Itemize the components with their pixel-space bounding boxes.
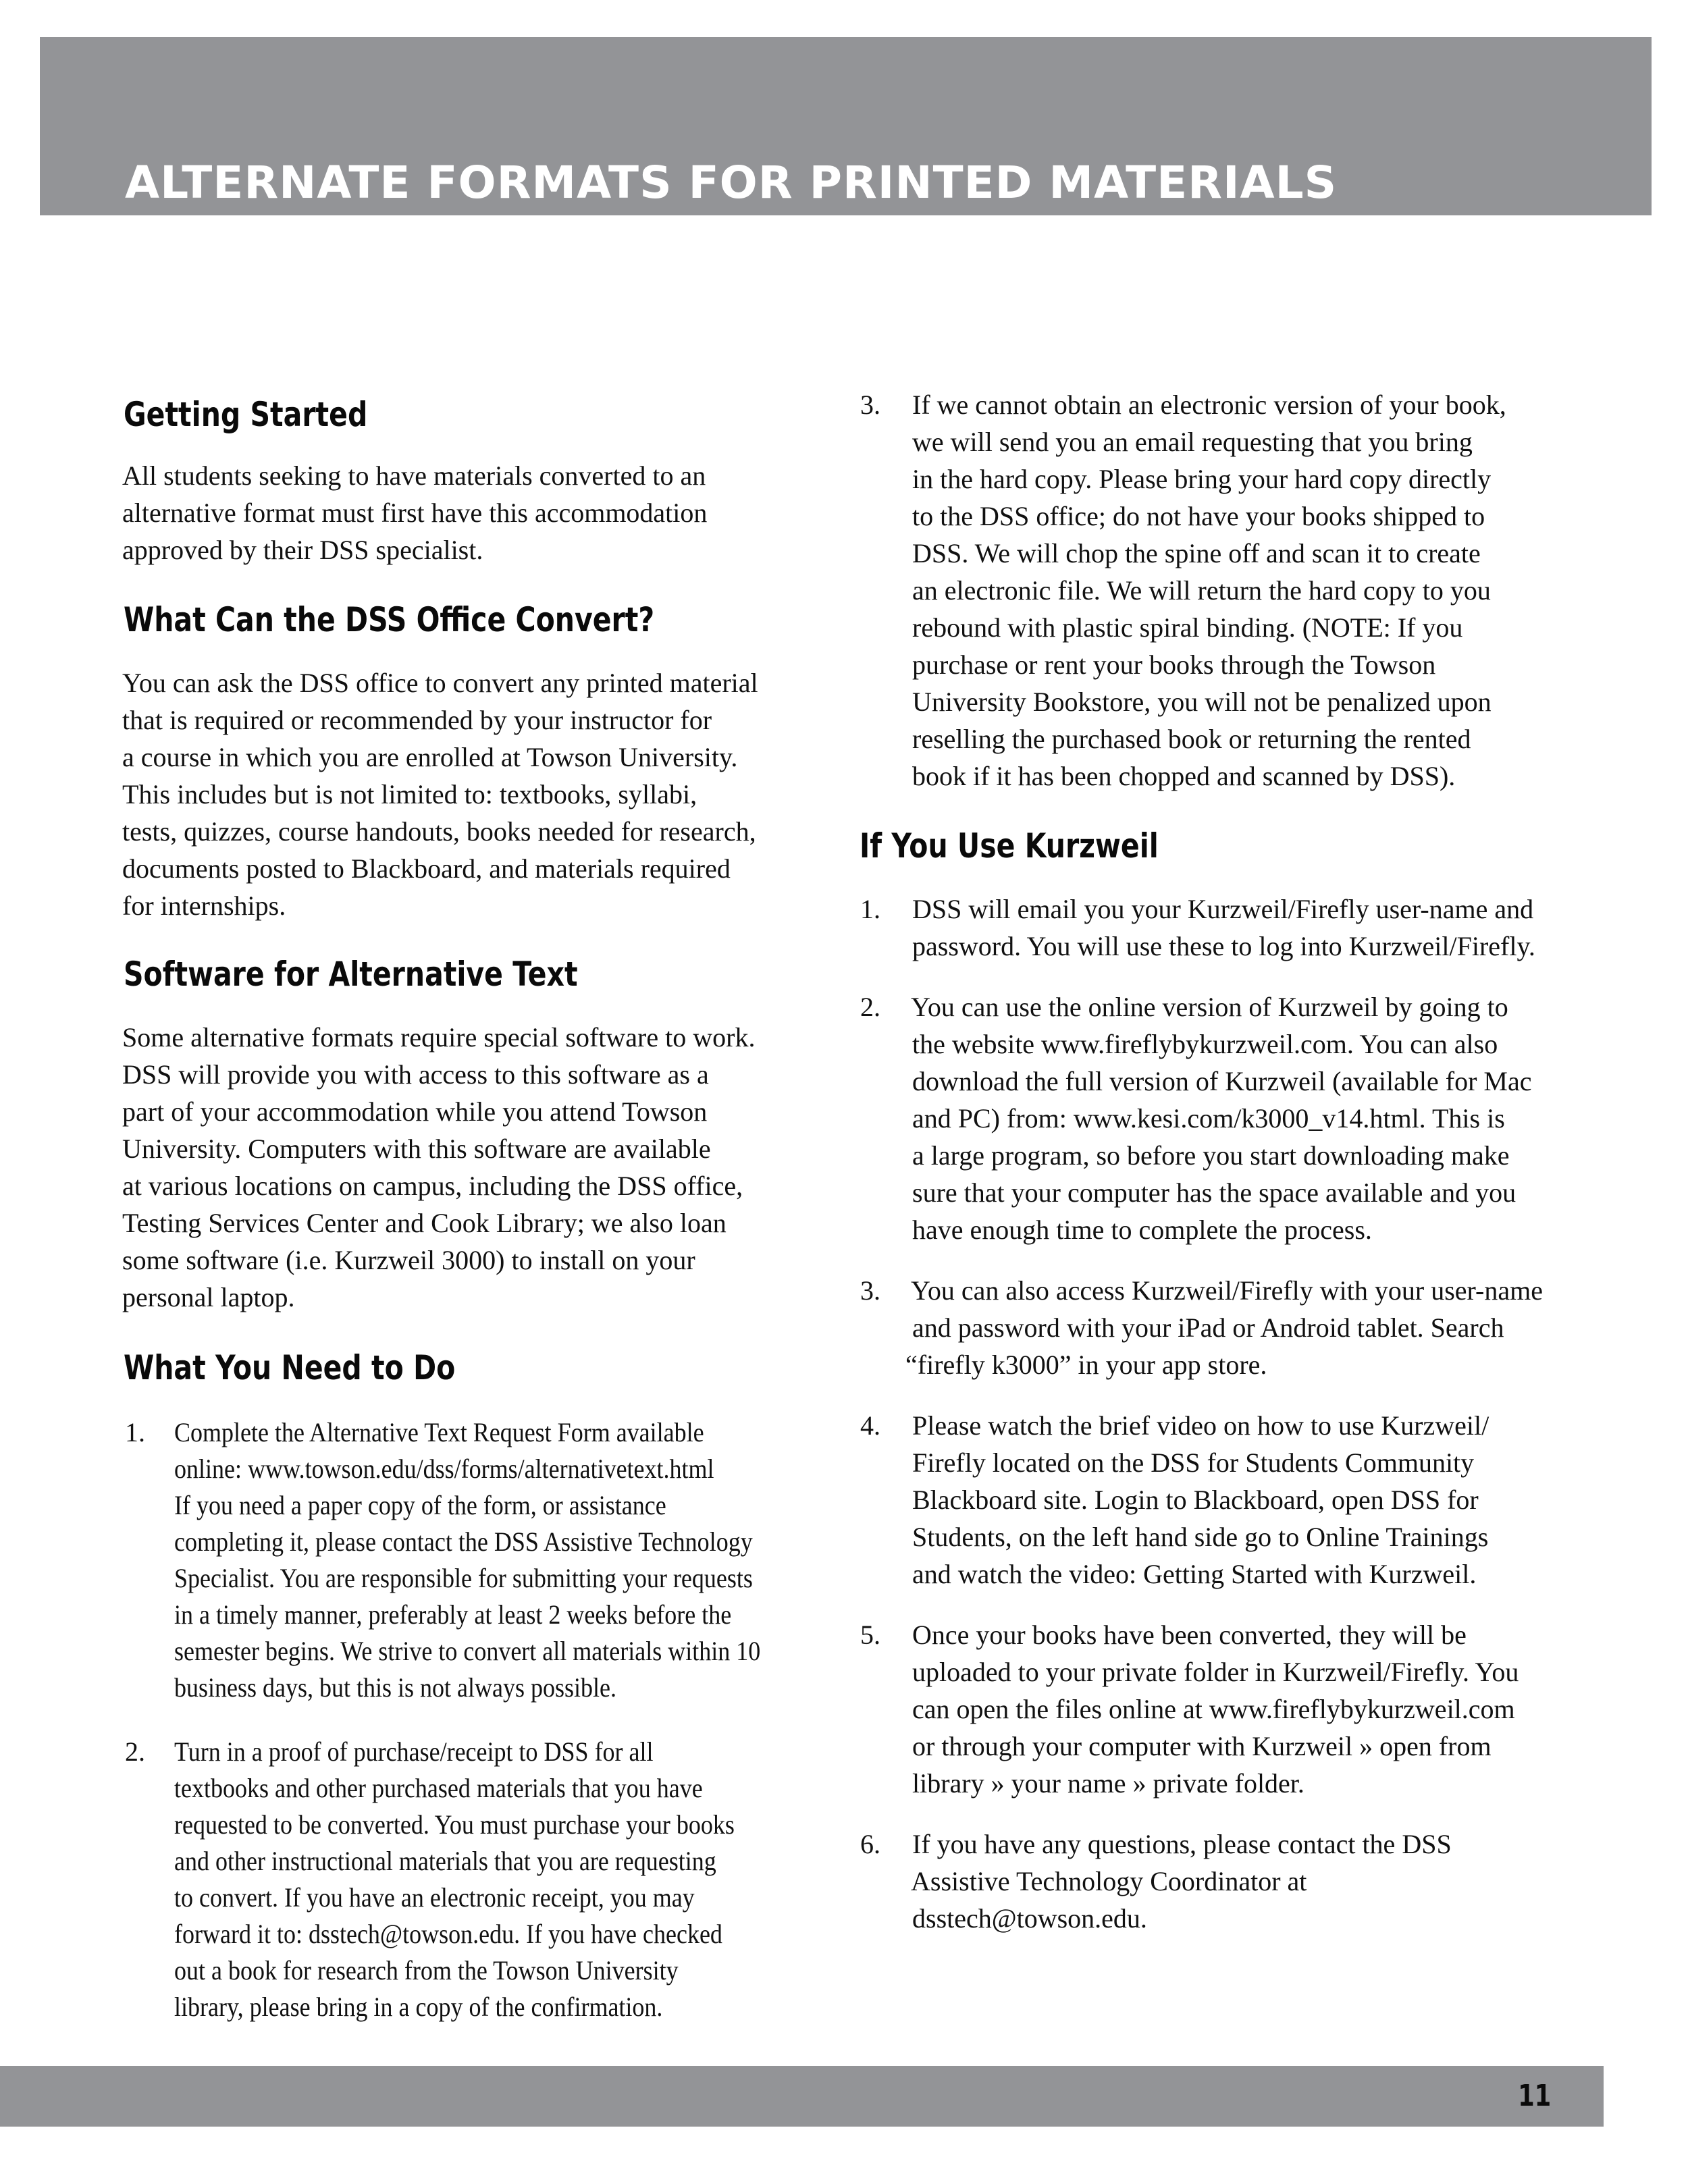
list-line: requested to be converted. You must purchase your books <box>174 1809 735 1840</box>
list-line: reselling the purchased book or returning the rented <box>912 724 1471 754</box>
heading-what-you-need: What You Need to Do <box>124 1348 456 1387</box>
list-line: If you need a paper copy of the form, or assistance <box>174 1490 666 1520</box>
body-line: part of your accommodation while you attend Towson <box>122 1096 708 1127</box>
list-line: the website www.fireflybykurzweil.com. You can also <box>912 1029 1498 1059</box>
list-line: library » your name » private folder. <box>912 1768 1304 1799</box>
list-line: University Bookstore, you will not be penalized upon <box>912 687 1492 717</box>
list-line: we will send you an email requesting that you bring <box>912 427 1473 457</box>
list-line: a large program, so before you start downloading make <box>912 1140 1510 1171</box>
body-line: for internships. <box>122 890 286 921</box>
list-line: dsstech@towson.edu. <box>912 1903 1147 1934</box>
list-line: Students, on the left hand side go to Online Trainings <box>912 1522 1489 1552</box>
list-number: 2. <box>860 992 880 1022</box>
list-number: 3. <box>860 390 880 420</box>
body-line: Some alternative formats require special software to work. <box>122 1022 756 1053</box>
body-line: You can ask the DSS office to convert any printed material <box>122 668 758 698</box>
list-line: DSS. We will chop the spine off and scan it to create <box>912 538 1481 568</box>
list-line: Once your books have been converted, they will be <box>912 1620 1467 1650</box>
list-line: forward it to: dsstech@towson.edu. If you have checked <box>174 1919 722 1949</box>
body-line: tests, quizzes, course handouts, books needed for research, <box>122 816 756 847</box>
list-line: “firefly k3000” in your app store. <box>905 1350 1267 1380</box>
list-line: Please watch the brief video on how to use Kurzweil/ <box>912 1410 1489 1441</box>
list-number: 5. <box>860 1620 880 1650</box>
list-line: Assistive Technology Coordinator at <box>911 1866 1307 1896</box>
list-number: 3. <box>860 1275 880 1306</box>
list-line: have enough time to complete the process. <box>912 1215 1372 1245</box>
list-line: password. You will use these to log into Kurzweil/Firefly. <box>912 931 1535 961</box>
list-number: 6. <box>860 1829 880 1859</box>
list-line: to the DSS office; do not have your books shipped to <box>912 501 1485 531</box>
body-line: that is required or recommended by your instructor for <box>122 705 712 735</box>
list-number: 1. <box>860 894 880 924</box>
list-line: and watch the video: Getting Started with Kurzweil. <box>912 1559 1477 1589</box>
list-line: You can also access Kurzweil/Firefly with your user-name <box>911 1275 1543 1306</box>
footer-bar <box>0 2066 1604 2127</box>
heading-if-you-use-kurzweil: If You Use Kurzweil <box>860 826 1159 865</box>
list-line: and PC) from: www.kesi.com/k3000_v14.html. This is <box>912 1103 1505 1134</box>
heading-getting-started: Getting Started <box>124 395 368 434</box>
body-line: Testing Services Center and Cook Library; we also loan <box>122 1208 727 1238</box>
body-line: University. Computers with this software are available <box>122 1134 711 1164</box>
list-line: sure that your computer has the space available and you <box>912 1177 1516 1208</box>
list-line: uploaded to your private folder in Kurzweil/Firefly. You <box>912 1657 1519 1687</box>
list-line: download the full version of Kurzweil (available for Mac <box>912 1066 1532 1096</box>
list-line: rebound with plastic spiral binding. (NOTE: If you <box>912 612 1463 643</box>
list-line: an electronic file. We will return the hard copy to you <box>912 575 1491 606</box>
body-line: approved by their DSS specialist. <box>122 535 483 565</box>
list-line: online: www.towson.edu/dss/forms/alternativetext.html <box>174 1454 714 1484</box>
body-line: DSS will provide you with access to this software as a <box>122 1059 709 1090</box>
list-line: Specialist. You are responsible for submitting your requests <box>174 1563 753 1593</box>
list-line: library, please bring in a copy of the confirmation. <box>174 1992 663 2022</box>
list-line: in the hard copy. Please bring your hard copy directly <box>912 464 1492 494</box>
list-line: DSS will email you your Kurzweil/Firefly user-name and <box>912 894 1534 924</box>
list-line: can open the files online at www.fireflybykurzweil.com <box>912 1694 1515 1724</box>
body-line: This includes but is not limited to: textbooks, syllabi, <box>122 779 697 809</box>
list-line: textbooks and other purchased materials that you have <box>174 1773 703 1803</box>
heading-what-can-convert: What Can the DSS Office Convert? <box>124 600 655 639</box>
list-line: semester begins. We strive to convert all materials within 10 <box>174 1636 761 1666</box>
list-line: business days, but this is not always possible. <box>174 1672 617 1703</box>
body-line: some software (i.e. Kurzweil 3000) to install on your <box>122 1245 695 1275</box>
list-line: Turn in a proof of purchase/receipt to DSS for all <box>174 1736 654 1767</box>
list-line: out a book for research from the Towson University <box>174 1955 679 1986</box>
list-line: and other instructional materials that you are requesting <box>174 1846 716 1876</box>
list-number: 4. <box>860 1410 880 1441</box>
heading-software: Software for Alternative Text <box>124 955 578 994</box>
list-line: or through your computer with Kurzweil » open from <box>912 1731 1492 1761</box>
body-line: at various locations on campus, including the DSS office, <box>122 1171 743 1201</box>
list-line: purchase or rent your books through the Towson <box>912 649 1436 680</box>
list-line: If we cannot obtain an electronic version of your book, <box>912 390 1506 420</box>
body-line: a course in which you are enrolled at Towson University. <box>122 742 738 772</box>
list-number: 1. <box>125 1417 145 1447</box>
list-line: in a timely manner, preferably at least 2 weeks before the <box>174 1599 732 1630</box>
body-line: All students seeking to have materials converted to an <box>122 460 706 491</box>
list-line: Blackboard site. Login to Blackboard, open DSS for <box>912 1485 1479 1515</box>
list-line: You can use the online version of Kurzweil by going to <box>911 992 1508 1022</box>
list-line: and password with your iPad or Android tablet. Search <box>912 1312 1504 1343</box>
header-bar <box>40 37 1652 215</box>
page-number: 11 <box>1518 2079 1551 2113</box>
list-line: Complete the Alternative Text Request Form available <box>174 1417 704 1447</box>
list-number: 2. <box>125 1736 145 1767</box>
list-line: completing it, please contact the DSS Assistive Technology <box>174 1526 753 1557</box>
body-line: alternative format must first have this accommodation <box>122 498 708 528</box>
list-line: book if it has been chopped and scanned by DSS). <box>912 761 1456 791</box>
body-line: documents posted to Blackboard, and materials required <box>122 853 731 884</box>
body-line: personal laptop. <box>122 1282 295 1312</box>
list-line: to convert. If you have an electronic receipt, you may <box>174 1882 695 1913</box>
page-title: ALTERNATE FORMATS FOR PRINTED MATERIALS <box>125 157 1338 209</box>
list-line: If you have any questions, please contact the DSS <box>912 1829 1452 1859</box>
list-line: Firefly located on the DSS for Students Community <box>912 1447 1475 1478</box>
